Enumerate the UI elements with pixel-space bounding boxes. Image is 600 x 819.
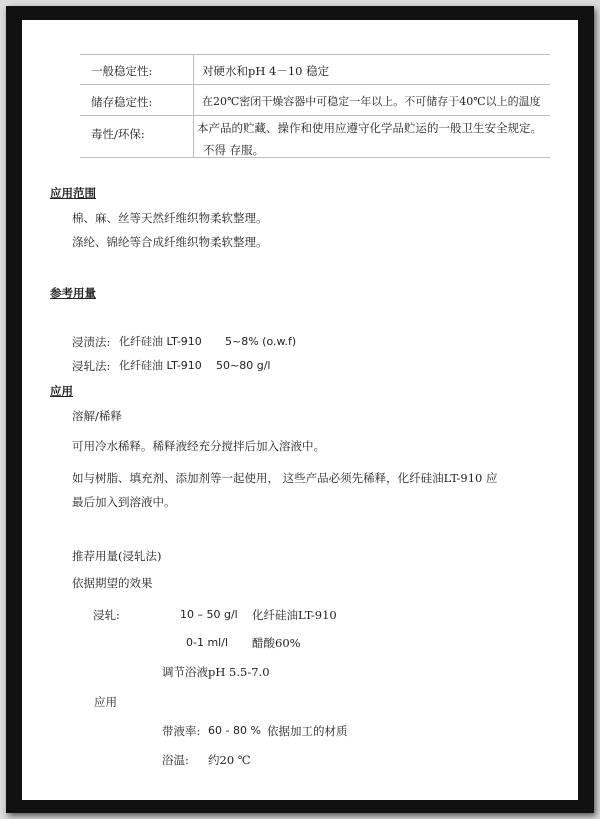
- section-heading-application: 应用: [50, 384, 73, 398]
- acid-name: 醋酸60%: [252, 636, 301, 650]
- table-row-divider: [80, 84, 550, 85]
- table-value: 对硬水和pH 4－10 稳定: [202, 64, 330, 78]
- application-line: 可用冷水稀释。稀释液经充分搅拌后加入溶液中。: [72, 439, 325, 453]
- dosage-product: 化纤硅油 LT-910: [119, 335, 202, 348]
- dosage-product: 化纤硅油 LT-910: [119, 359, 202, 372]
- table-label: 毒性/环保:: [91, 127, 145, 141]
- table-value: 本产品的贮藏、操作和使用应遵守化学品贮运的一般卫生安全规定。: [197, 121, 542, 135]
- pad-amount: 10 – 50 g/l: [180, 608, 238, 621]
- pad-label: 浸轧:: [93, 608, 120, 622]
- table-row-divider: [80, 115, 550, 116]
- application-subheading: 溶解/稀释: [72, 409, 122, 423]
- scope-line: 涤纶、锦纶等合成纤维织物柔软整理。: [72, 235, 268, 249]
- pickup-value: 60 - 80 %: [208, 724, 261, 737]
- table-label: 储存稳定性:: [91, 95, 153, 109]
- dosage-method: 浸渍法:: [72, 335, 111, 349]
- scope-line: 棉、麻、丝等天然纤维织物柔软整理。: [72, 211, 268, 225]
- table-value: 在20℃密闭干燥容器中可稳定一年以上。不可储存于40℃以上的温度: [202, 95, 541, 108]
- dosage-amount: 50~80 g/l: [216, 359, 271, 372]
- section-heading-dosage: 参考用量: [50, 286, 96, 300]
- recommend-heading: 推荐用量(浸轧法): [72, 549, 162, 563]
- acid-amount: 0-1 ml/l: [186, 636, 228, 649]
- application-line: 如与树脂、填充剂、添加剂等一起使用， 这些产品必须先稀释，化纤硅油LT-910 应: [72, 471, 498, 485]
- dosage-method: 浸轧法:: [72, 359, 111, 373]
- pickup-label: 带液率:: [162, 724, 201, 738]
- table-bottom-border: [80, 157, 550, 158]
- table-top-border: [80, 54, 550, 55]
- section-heading-scope: 应用范围: [50, 186, 96, 200]
- table-value-continued: 不得 存服。: [203, 143, 265, 157]
- document-page: [22, 20, 578, 800]
- temp-value: 约20 ℃: [208, 753, 251, 767]
- temp-label: 浴温:: [162, 753, 189, 767]
- apply-label: 应用: [94, 695, 117, 709]
- recommend-basis: 依据期望的效果: [72, 576, 153, 590]
- table-label: 一般稳定性:: [91, 64, 153, 78]
- pickup-note: 依据加工的材质: [267, 724, 348, 738]
- ph-adjust: 调节浴液pH 5.5-7.0: [162, 665, 270, 679]
- pad-product: 化纤硅油LT-910: [252, 608, 337, 622]
- application-line: 最后加入到溶液中。: [72, 495, 176, 509]
- table-column-divider: [193, 54, 194, 157]
- dosage-amount: 5~8% (o.w.f): [225, 335, 297, 348]
